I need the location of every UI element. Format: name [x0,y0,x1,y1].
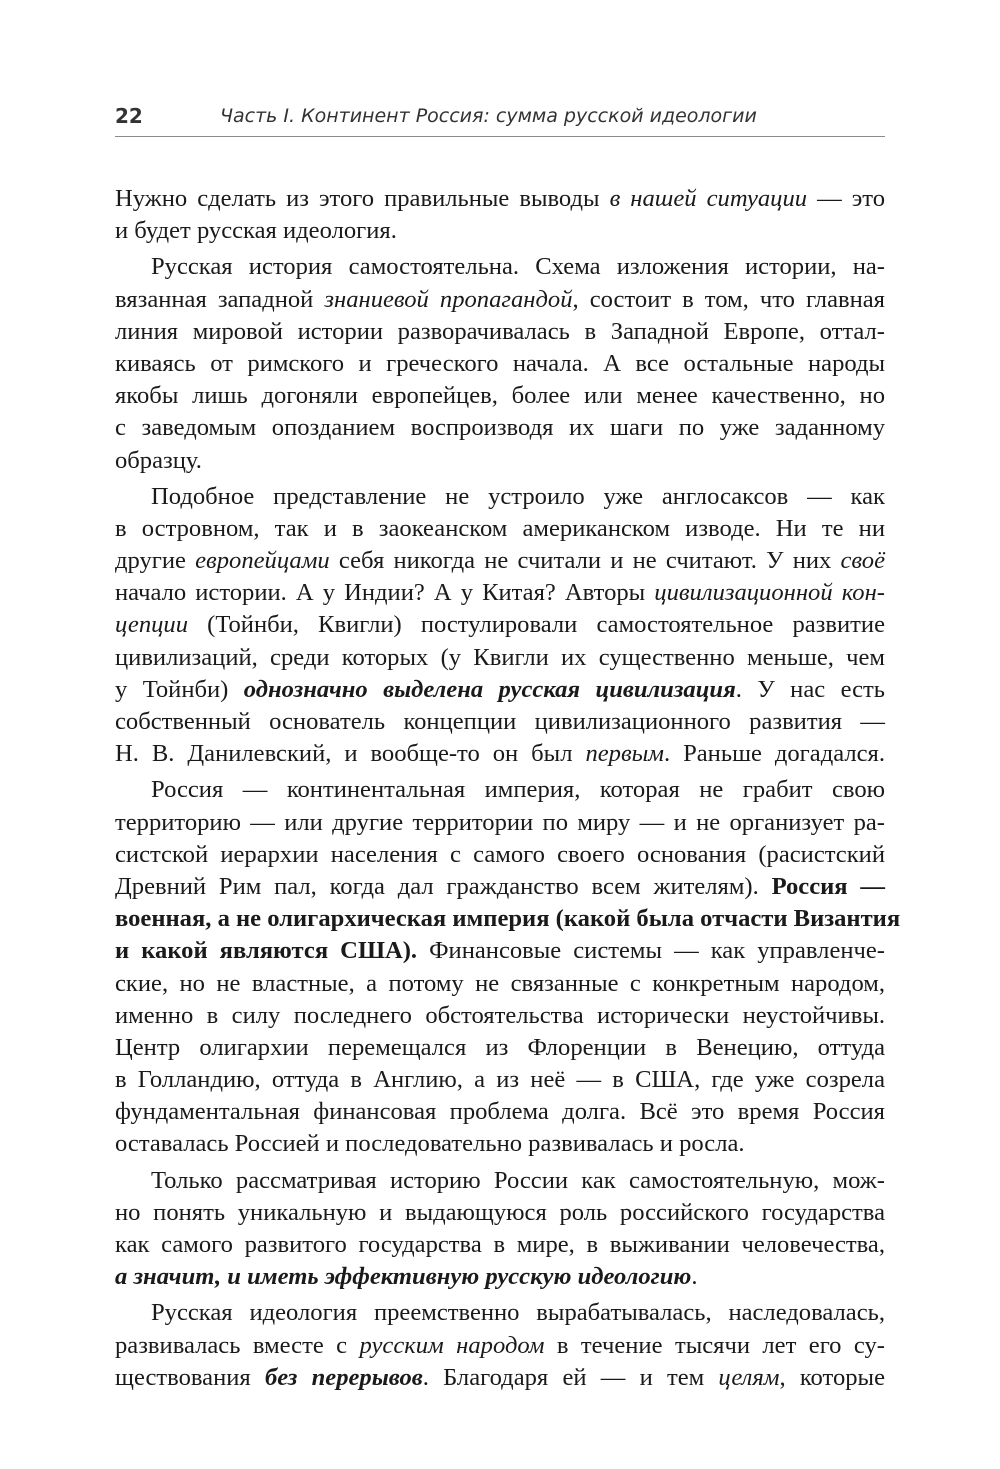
text-line: в Голландию, оттуда в Англию, а из неё — в США, где уже созрела [115,1066,885,1094]
text-line: якобы лишь догоняли европейцев, более или менее качественно, но [115,382,885,410]
strong-emphasis: однозначно выделена русская цивилизация [243,675,736,703]
text-line: Древний Рим пал, когда дал гражданство всем жителям). Россия — [115,872,885,900]
paragraph [115,774,901,1160]
text-line: Нужно сделать из этого правильные выводы в нашей ситуации — это [115,185,886,212]
paragraph [115,481,885,771]
text-line: ские, но не властные, а потому не связанные с конкретным народом, [115,969,885,997]
page-number: 22 [115,104,143,128]
text-line: оставалась Россией и последовательно развивалась и росла. [115,1130,745,1158]
emphasis: цепции [115,611,189,639]
bold-text: военная, а не олигархическая империя (какой была отчасти Византия [115,905,901,933]
text-line [115,903,901,935]
text-line: территорию — или другие территории по миру — и не организует ра- [115,808,885,836]
text-line: у Тойнби) однозначно выделена русская цивилизация. У нас есть [115,675,885,703]
page-header [115,100,885,137]
text-line: а значит, и иметь эффективную русскую идеологию. [115,1263,698,1291]
paragraph [115,1165,885,1294]
text-line: начало истории. А у Индии? А у Китая? Авторы цивилизационной кон- [115,579,885,607]
text-line: фундаментальная финансовая проблема долга. Всё это время Россия [115,1098,885,1126]
text-line: и будет русская идеология. [115,217,397,245]
text-line: Н. В. Данилевский, и вообще-то он был первым. Раньше догадался. [115,740,885,768]
text-line: ществования без перерывов. Благодаря ей — и тем целям, которые [115,1363,885,1391]
text-line: киваясь от римского и греческого начала. А все остальные народы [115,349,885,377]
paragraph [115,251,885,476]
emphasis: в нашей ситуации [609,185,808,212]
body-text [115,183,901,1394]
text-line: вязанная западной знаниевой пропагандой, состоит в том, что главная [115,285,885,313]
strong-emphasis: а значит, и иметь эффективную русскую идеологию [115,1263,692,1291]
text-line: Подобное представление не устроило уже англосаксов — как [151,482,885,510]
text-line: но понять уникальную и выдающуюся роль российского государства [115,1198,885,1226]
paragraph [115,1297,885,1394]
text-line: именно в силу последнего обстоятельства исторически неустойчивы. [115,1001,885,1029]
text-line: Центр олигархии перемещался из Флоренции в Венецию, оттуда [115,1033,885,1061]
text-line: развивалась вместе с русским народом в течение тысячи лет его су- [115,1331,885,1359]
emphasis: европейцами [195,547,330,575]
strong-emphasis: без перерывов [264,1363,423,1391]
text-line: линия мировой истории разворачивалась в Западной Европе, оттал- [115,317,885,345]
emphasis: целям [718,1363,780,1391]
text-line: другие европейцами себя никогда не считали и не считают. У них своё [115,547,885,575]
text-line: цепции (Тойнби, Квигли) постулировали самостоятельное развитие [115,611,885,639]
text-line: с заведомым опозданием воспроизводя их шаги по уже заданному [115,414,885,442]
emphasis: цивилизационной кон- [654,579,885,607]
text-line: образцу. [115,446,202,474]
emphasis: своё [840,547,885,575]
emphasis: русским народом [359,1331,545,1359]
text-line: цивилизаций, среди которых (у Квигли их существенно меньше, чем [115,643,885,671]
text-line: систской иерархии населения с самого своего основания (расистский [115,840,885,868]
text-line: Русская история самостоятельна. Схема изложения истории, на- [151,253,885,281]
bold-text: и какой являются США). [115,937,418,965]
running-head: Часть I. Континент Россия: сумма русской идеологии [220,105,757,127]
text-line: и какой являются США). Финансовые системы — как управленче- [115,937,885,965]
text-line: Россия — континентальная империя, которая не грабит свою [151,776,885,804]
emphasis: знаниевой пропагандой [324,285,573,313]
text-line: Русская идеология преемственно вырабатывалась, наследовалась, [151,1299,885,1327]
paragraph [115,183,885,247]
text-line: в островном, так и в заокеанском американском изводе. Ни те ни [115,514,885,542]
text-line: собственный основатель концепции цивилизационного развития — [115,708,885,735]
bold-text: Россия — [771,872,885,900]
text-line: как самого развитого государства в мире, в выживании человечества, [115,1231,885,1258]
emphasis: первым [585,740,664,768]
text-line: Только рассматривая историю России как самостоятельную, мож- [151,1166,885,1194]
